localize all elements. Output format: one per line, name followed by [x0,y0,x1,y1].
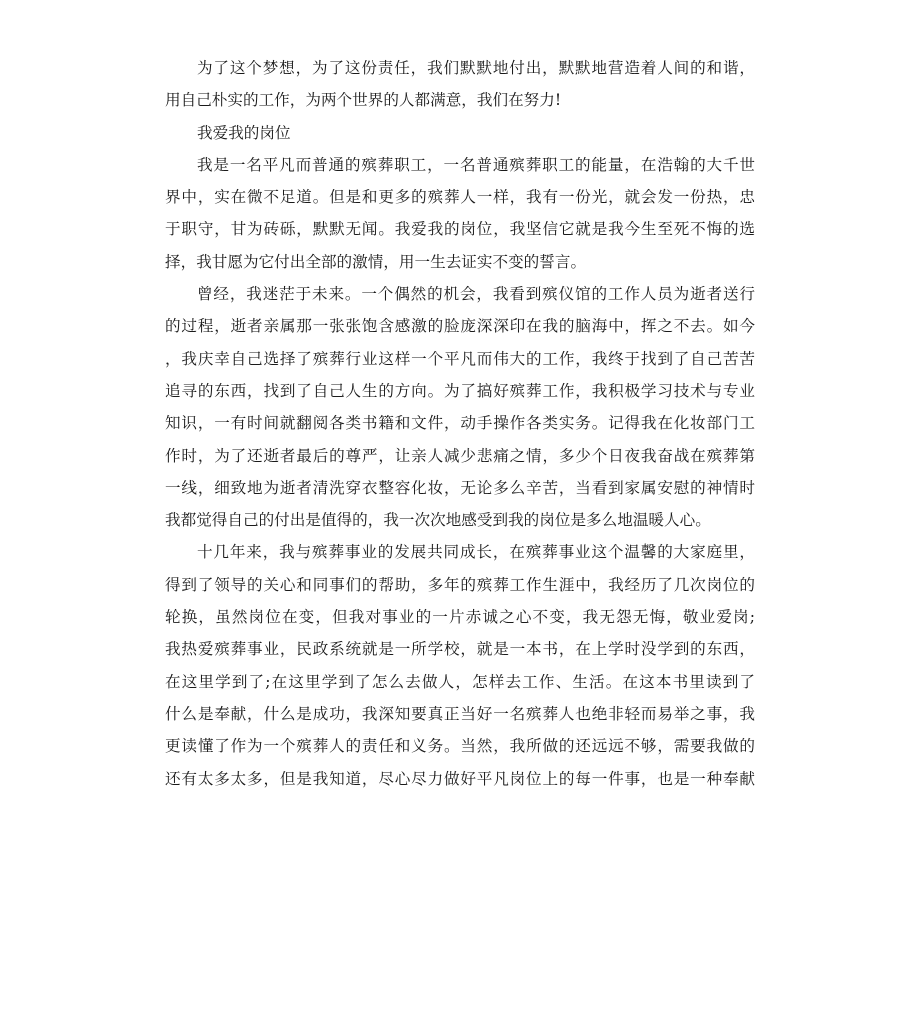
text-line: 知识，一有时间就翻阅各类书籍和文件，动手操作各类实务。记得我在化妆部门工 [165,414,755,433]
text-line: 在这里学到了;在这里学到了怎么去做人，怎样去工作、生活。在这本书里读到了 [165,672,755,691]
text-line: 我热爱殡葬事业，民政系统就是一所学校，就是一本书，在上学时没学到的东西， [165,640,755,659]
text-line: 我都觉得自己的付出是值得的，我一次次地感受到我的岗位是多么地温暖人心。 [165,511,711,530]
text-line: 十几年来，我与殡葬事业的发展共同成长，在殡葬事业这个温馨的大家庭里， [197,543,755,562]
text-line: 作时，为了还逝者最后的尊严，让亲人减少悲痛之情，多少个日夜我奋战在殡葬第 [165,446,755,465]
text-line: 为了这个梦想，为了这份责任，我们默默地付出，默默地营造着人间的和谐， [197,59,755,77]
text-line: 一线，细致地为逝者清洗穿衣整容化妆，无论多么辛苦，当看到家属安慰的神情时 [165,478,755,497]
document-page [165,52,755,795]
text-line: 更读懂了作为一个殡葬人的责任和义务。当然，我所做的还远远不够，需要我做的 [165,737,755,756]
text-line: 我是一名平凡而普通的殡葬职工，一名普通殡葬职工的能量，在浩翰的大千世 [197,155,755,174]
text-line: 什么是奉献，什么是成功，我深知要真正当好一名殡葬人也绝非轻而易举之事，我 [165,704,755,723]
text-line: 于职守，甘为砖砾，默默无闻。我爱我的岗位，我坚信它就是我今生至死不悔的选 [165,220,755,239]
text-line: 轮换，虽然岗位在变，但我对事业的一片赤诚之心不变，我无怨无悔，敬业爱岗; [165,608,755,627]
text-line: 的过程，逝者亲属那一张张饱含感激的脸庞深深印在我的脑海中，挥之不去。如今 [165,317,755,336]
text-line: 追寻的东西，找到了自己人生的方向。为了搞好殡葬工作，我积极学习技术与专业 [165,381,755,400]
text-line: 用自己朴实的工作，为两个世界的人都满意，我们在努力! [165,91,562,110]
text-line: 择，我甘愿为它付出全部的激情，用一生去证实不变的誓言。 [165,252,587,271]
text-line: ，我庆幸自己选择了殡葬行业这样一个平凡而伟大的工作，我终于找到了自己苦苦 [165,349,755,368]
text-line: 界中，实在微不足道。但是和更多的殡葬人一样，我有一份光，就会发一份热，忠 [165,188,755,207]
text-line: 还有太多太多，但是我知道，尽心尽力做好平凡岗位上的每一件事，也是一种奉献 [165,769,755,788]
section-heading: 我爱我的岗位 [197,123,291,142]
text-line: 曾经，我迷茫于未来。一个偶然的机会，我看到殡仪馆的工作人员为逝者送行 [197,285,755,304]
text-line: 得到了领导的关心和同事们的帮助，多年的殡葬工作生涯中，我经历了几次岗位的 [165,575,755,594]
